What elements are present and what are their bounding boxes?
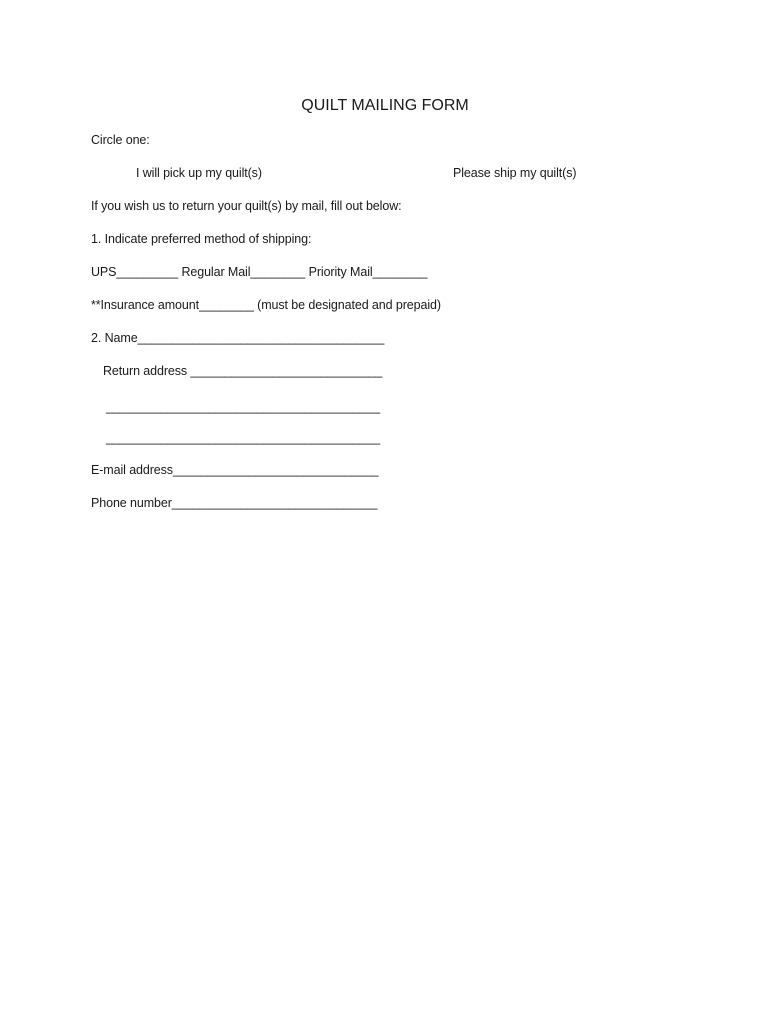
- insurance-line[interactable]: **Insurance amount________ (must be designated and prepaid): [91, 298, 441, 312]
- shipping-method-heading: 1. Indicate preferred method of shipping:: [91, 232, 312, 246]
- form-title: QUILT MAILING FORM: [301, 97, 469, 114]
- circle-one-label: Circle one:: [91, 133, 150, 147]
- return-address-field[interactable]: Return address ____________________________: [103, 364, 383, 378]
- mail-instruction: If you wish us to return your quilt(s) by mail, fill out below:: [91, 199, 402, 213]
- address-line-3-field[interactable]: ________________________________________: [106, 431, 381, 445]
- name-field[interactable]: 2. Name____________________________________: [91, 331, 385, 345]
- email-field[interactable]: E-mail address______________________________: [91, 463, 379, 477]
- shipping-methods-line[interactable]: UPS_________ Regular Mail________ Priority Mail________: [91, 265, 428, 279]
- option-pickup[interactable]: I will pick up my quilt(s): [136, 166, 262, 180]
- option-ship[interactable]: Please ship my quilt(s): [453, 166, 577, 180]
- phone-field[interactable]: Phone number______________________________: [91, 496, 378, 510]
- address-line-2-field[interactable]: ________________________________________: [106, 400, 381, 414]
